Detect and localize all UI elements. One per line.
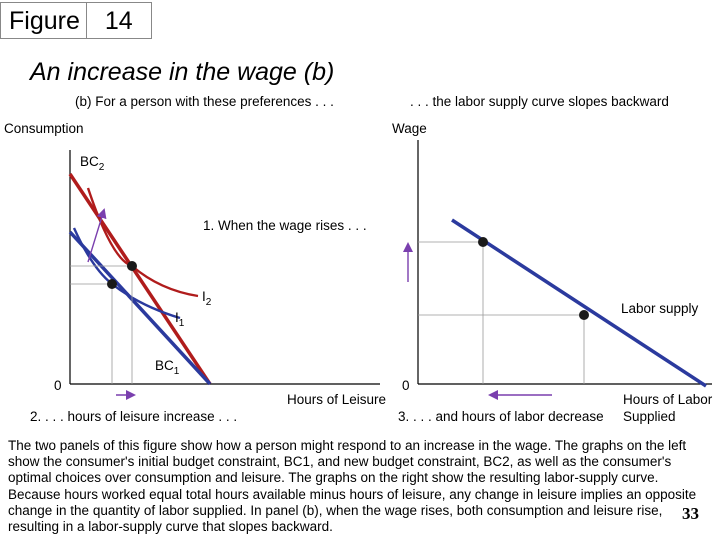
left-x-axis-label: Hours of Leisure: [287, 392, 387, 407]
i2-label: $I_2$: [202, 289, 212, 308]
indifference-curve-i1: [74, 228, 180, 318]
bc1-line: [70, 232, 210, 384]
wage-rise-arrow: [88, 210, 104, 262]
labor-supply-label: Labor supply: [621, 301, 699, 316]
right-panel: [408, 140, 712, 395]
right-y-axis-label: Wage: [392, 121, 427, 136]
figure-word: Figure: [0, 2, 86, 39]
left-origin-label: 0: [54, 378, 62, 393]
labor-point-low-wage: [579, 310, 589, 320]
bc2-label: $BC_2$: [80, 154, 105, 173]
right-x-axis-label-line1: Hours of Labor: [623, 392, 713, 407]
labor-decrease-annotation: 3. . . . and hours of labor decrease: [398, 409, 604, 424]
bc2-line: [70, 174, 210, 384]
right-x-axis-label-line2: Supplied: [623, 409, 676, 424]
wage-rise-annotation: 1. When the wage rises . . .: [203, 218, 367, 233]
figure-description: The two panels of this figure show how a person might respond to an increase in the wage. The graphs on the left show the consumer's initial budget constraint, BC1, and new budget constraint, BC2, as well as the consumer's optimal choices over consumption and leisure. The graphs on the right show the resulting labor-supply curve. Because hours worked equal total hours available minus hours of leisure, any change in leisure implies an opposite change in the quantity of labor supplied. In panel (b), when the wage rises, both consumption and leisure rise, resulting in a labor-supply curve that slopes backward.: [8, 438, 697, 535]
optimum-point-new: [127, 261, 137, 271]
leisure-annotation: 2. . . . hours of leisure increase . . .: [30, 409, 238, 424]
caption-right: . . . the labor supply curve slopes backward: [410, 94, 669, 109]
left-panel: [70, 150, 380, 395]
slide-title: An increase in the wage (b): [30, 58, 335, 86]
left-y-axis-label: Consumption: [4, 121, 84, 136]
indifference-curve-i2: [88, 188, 198, 296]
optimum-point-old: [107, 279, 117, 289]
labor-point-high-wage: [478, 237, 488, 247]
i1-label: $I_1$: [175, 310, 185, 329]
page-number: 33: [682, 504, 699, 523]
bc1-label: $BC_1$: [155, 358, 180, 377]
caption-left: (b) For a person with these preferences . . .: [75, 94, 334, 109]
right-origin-label: 0: [402, 378, 410, 393]
figure-number: 14: [86, 2, 152, 39]
